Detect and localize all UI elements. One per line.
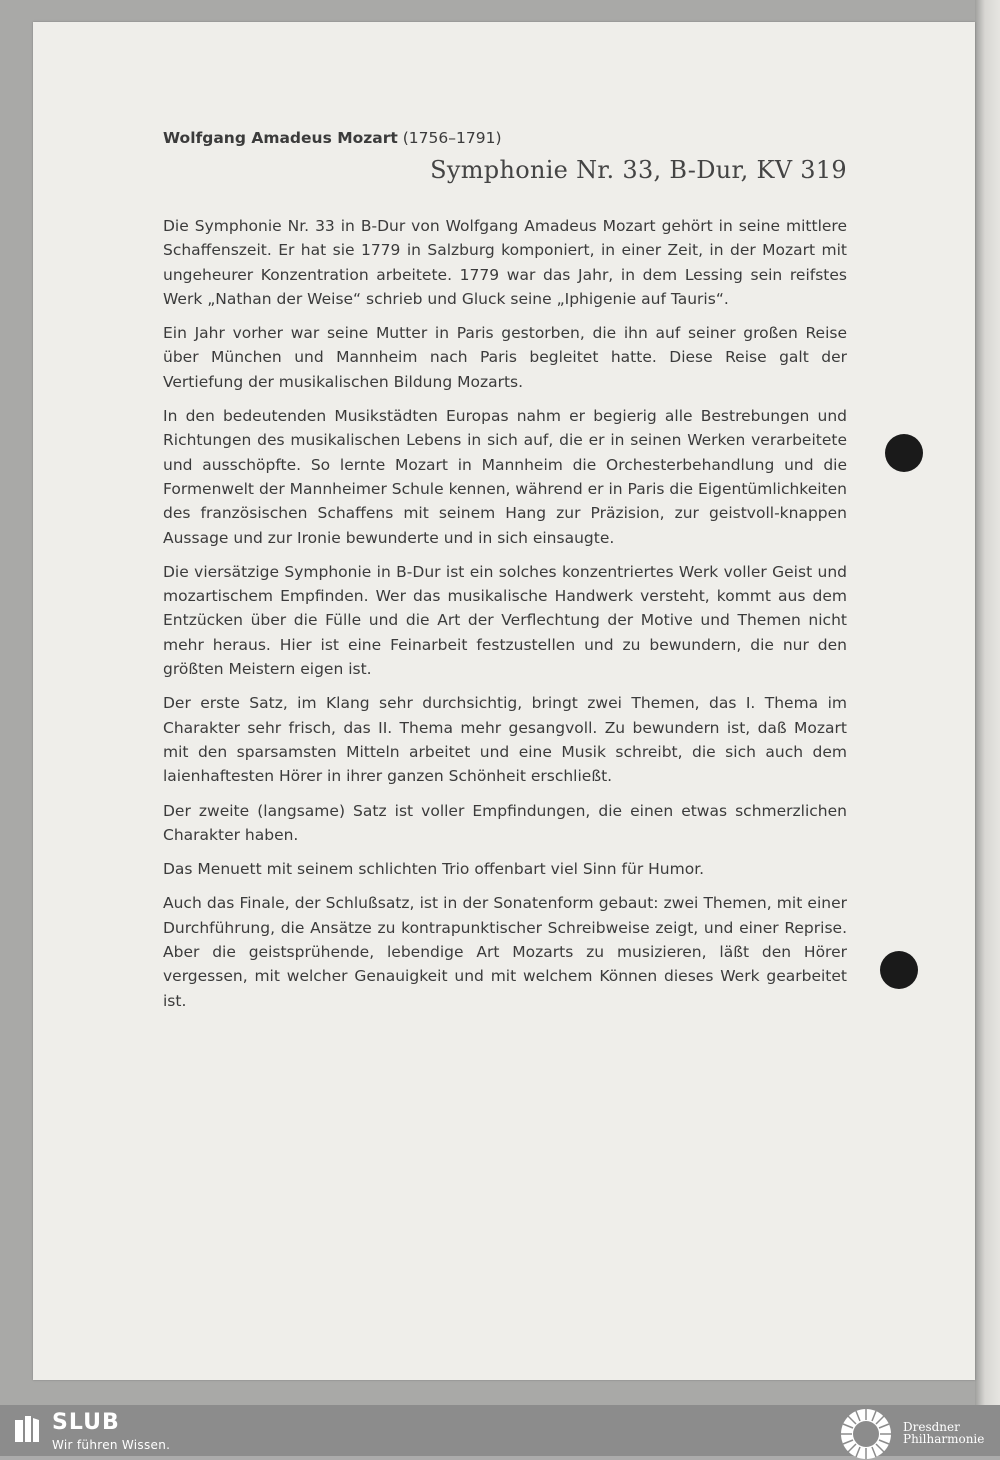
paragraph: Ein Jahr vorher war seine Mutter in Paris gestorben, die ihn auf seiner großen Reise über München und Mannheim nach Paris begleitet hatte. Diese Reise galt der Vertiefung der musikalischen Bildung Mozarts. [163, 324, 847, 391]
paragraph: Die Symphonie Nr. 33 in B-Dur von Wolfgang Amadeus Mozart gehört in seine mittlere Schaffenszeit. Er hat sie 1779 in Salzburg komponiert, in einer Zeit, in der Mozart mit ungeheurer Konzentration arbeitete. 1779 war das Jahr, in dem Lessing sein reifstes Werk „Nathan der Weise“ schrieb und Gluck seine „Iphigenie auf Tauris“. [163, 217, 847, 308]
paragraph: Der zweite (langsame) Satz ist voller Empfindungen, die einen etwas schmerzlichen Charakter haben. [163, 801, 847, 844]
partner-name[interactable] [903, 1421, 984, 1445]
paragraph: Das Menuett mit seinem schlichten Trio offenbart viel Sinn für Humor. [163, 860, 705, 879]
document-content [163, 126, 847, 1023]
composer-dates: (1756–1791) [402, 129, 502, 147]
partner-name-line2: Philharmonie [903, 1432, 985, 1446]
composer-heading [163, 126, 847, 150]
footer-bar [0, 1405, 1000, 1456]
partner-name-line1: Dresdner [903, 1420, 960, 1434]
composer-name: Wolfgang Amadeus Mozart [163, 129, 398, 147]
slub-name[interactable]: SLUB [52, 1410, 120, 1435]
paragraph: Auch das Finale, der Schlußsatz, ist in der Sonatenform gebaut: zwei Themen, mit einer Durchführung, die Ansätze zu kontrapunktischer Schreibweise zeigt, und einer Reprise. Aber die geistsprühende, lebendige Art Mozarts zu musizieren, läßt den Hörer vergessen, mit welcher Genauigkeit und mit welchem Können dieses Werk gearbeitet ist. [163, 894, 847, 1010]
paragraph: Die viersätzige Symphonie in B-Dur ist ein solches konzentriertes Werk voller Geist und mozartischem Empfinden. Wer das musikalische Handwerk versteht, kommt aus dem Entzücken über die Fülle und die Art der Verflechtung der Motive und Themen nicht mehr heraus. Hier ist eine Feinarbeit festzustellen und zu bewundern, die nur den größten Meistern eigen ist. [163, 562, 847, 679]
starburst-circle-icon[interactable] [840, 1408, 892, 1460]
paragraph: Der erste Satz, im Klang sehr durchsichtig, bringt zwei Themen, das I. Thema im Charakter sehr frisch, das II. Thema mehr gesangvoll. Zu bewundern ist, daß Mozart mit den sparsamsten Mitteln arbeitet und eine Musik schreibt, die sich auch dem laienhaftesten Hörer in ihrer ganzen Schönheit erschließt. [163, 694, 847, 786]
punch-hole-top [885, 434, 923, 472]
slub-tagline: Wir führen Wissen. [52, 1438, 171, 1452]
book-stack-icon[interactable] [14, 1414, 40, 1444]
page-edge [975, 0, 1000, 1405]
paragraph: In den bedeutenden Musikstädten Europas nahm er begierig alle Bestrebungen und Richtungen des musikalischen Lebens in sich auf, die er in seinen Werken verarbeitete und ausschöpfte. So lernte Mozart in Mannheim die Orchesterbehandlung und die Formenwelt der Mannheimer Schule kennen, während er in Paris die Eigentümlichkeiten des französischen Schaffens mit seinem Hang zur Präzision, zur geistvoll-knappen Aussage und zur Ironie bewunderte und in sich einsaugte. [163, 407, 847, 547]
work-title: Symphonie Nr. 33, B-Dur, KV 319 [430, 156, 847, 184]
punch-hole-bottom [880, 951, 918, 989]
